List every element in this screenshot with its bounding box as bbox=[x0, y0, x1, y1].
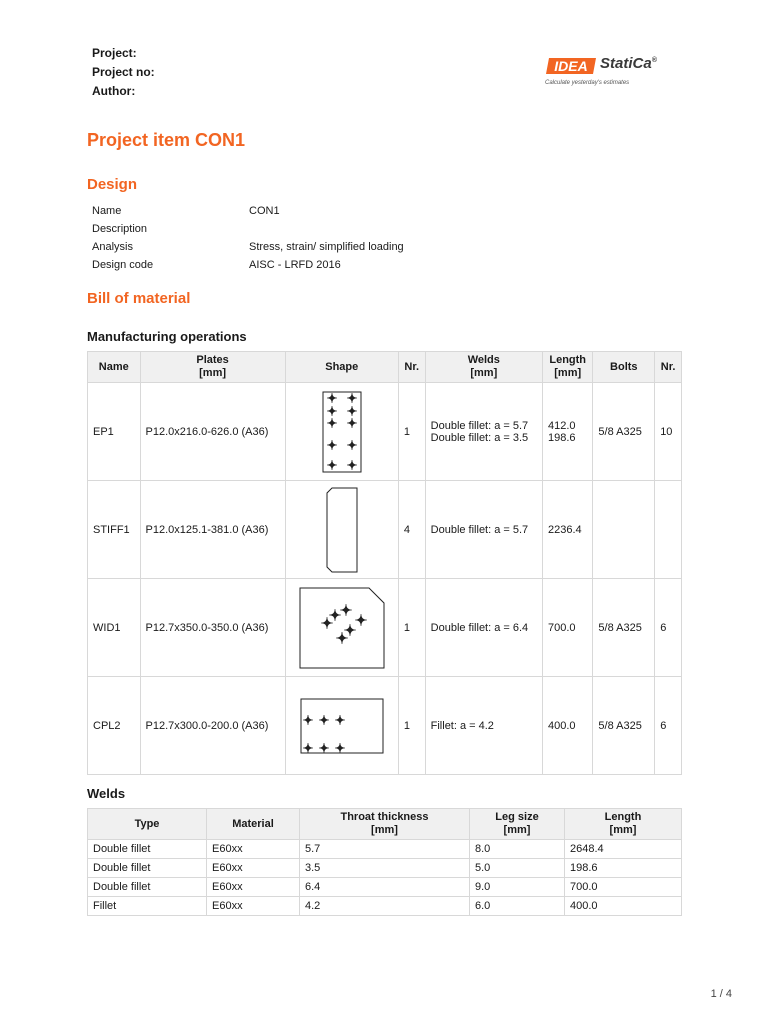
cell-welds bbox=[425, 677, 542, 775]
cell-shape bbox=[285, 579, 398, 677]
bolt-hole-icon bbox=[344, 624, 356, 636]
bolt-hole-icon bbox=[355, 614, 367, 626]
stiffener-shape bbox=[326, 487, 358, 573]
table-row bbox=[88, 481, 682, 579]
logo-registered: ® bbox=[651, 57, 657, 64]
cell-length bbox=[542, 579, 592, 677]
col-name: Name bbox=[88, 352, 141, 383]
cell-shape bbox=[285, 677, 398, 775]
author-label: Author: bbox=[92, 84, 136, 98]
cell-weld-length: 198.6 bbox=[565, 859, 682, 878]
length-line: 198.6 bbox=[547, 431, 576, 444]
design-row bbox=[92, 238, 404, 256]
cell-welds bbox=[425, 481, 542, 579]
cell-throat: 3.5 bbox=[300, 859, 470, 878]
logo-badge-text: IDEA bbox=[554, 58, 588, 74]
bolt-hole-icon bbox=[347, 406, 357, 416]
cell-plates: P12.7x350.0-350.0 (A36) bbox=[140, 579, 285, 677]
idea-statica-logo bbox=[545, 55, 685, 91]
cell-bolts-nr bbox=[655, 481, 682, 579]
welds-table bbox=[87, 808, 682, 916]
weld-line: Fillet: a = 4.2 bbox=[430, 719, 494, 732]
design-info-table bbox=[92, 202, 404, 274]
design-heading: Design bbox=[87, 176, 138, 193]
bolt-hole-icon bbox=[303, 715, 313, 725]
design-row bbox=[92, 202, 404, 220]
cell-shape bbox=[285, 383, 398, 481]
design-key: Analysis bbox=[92, 241, 133, 253]
col-shape: Shape bbox=[285, 352, 398, 383]
cell-throat: 4.2 bbox=[300, 897, 470, 916]
cell-length bbox=[542, 481, 592, 579]
col-welds: Welds [mm] bbox=[425, 352, 542, 383]
bolt-hole-icon bbox=[319, 743, 329, 753]
cell-material: E60xx bbox=[207, 840, 300, 859]
cell-leg: 8.0 bbox=[470, 840, 565, 859]
mfg-heading: Manufacturing operations bbox=[87, 329, 247, 344]
design-row bbox=[92, 256, 404, 274]
table-row bbox=[88, 840, 682, 859]
cell-plates: P12.7x300.0-200.0 (A36) bbox=[140, 677, 285, 775]
length-line: 2236.4 bbox=[547, 523, 582, 536]
col-leg: Leg size [mm] bbox=[470, 809, 565, 840]
table-row bbox=[88, 383, 682, 481]
design-key: Description bbox=[92, 223, 148, 235]
col-material: Material bbox=[207, 809, 300, 840]
bolt-hole-icon bbox=[319, 715, 329, 725]
cell-name: WID1 bbox=[88, 579, 141, 677]
design-key: Name bbox=[92, 205, 122, 217]
cell-bolts-nr: 6 bbox=[655, 579, 682, 677]
bolt-hole-icon bbox=[321, 617, 333, 629]
welds-heading: Welds bbox=[87, 786, 126, 801]
weld-line: Double fillet: a = 5.7 bbox=[430, 523, 529, 536]
cell-plates: P12.0x216.0-626.0 (A36) bbox=[140, 383, 285, 481]
design-value bbox=[249, 220, 404, 238]
bolt-hole-icon bbox=[327, 460, 337, 470]
col-throat: Throat thickness [mm] bbox=[300, 809, 470, 840]
logo-brand-text: StatiCa bbox=[600, 55, 652, 72]
table-header-row bbox=[88, 352, 682, 383]
project-header bbox=[92, 44, 155, 101]
cell-throat: 6.4 bbox=[300, 878, 470, 897]
table-row bbox=[88, 677, 682, 775]
project-label: Project: bbox=[92, 46, 137, 60]
design-value: AISC - LRFD 2016 bbox=[249, 259, 341, 271]
bolt-hole-icon bbox=[327, 440, 337, 450]
length-line: 400.0 bbox=[547, 719, 576, 732]
cell-leg: 6.0 bbox=[470, 897, 565, 916]
bolt-hole-icon bbox=[329, 609, 341, 621]
cell-bolts: 5/8 A325 bbox=[593, 579, 655, 677]
table-row bbox=[88, 878, 682, 897]
cell-shape bbox=[285, 481, 398, 579]
bolt-hole-icon bbox=[327, 406, 337, 416]
col-length: Length [mm] bbox=[542, 352, 592, 383]
cell-material: E60xx bbox=[207, 859, 300, 878]
bolt-hole-icon bbox=[347, 393, 357, 403]
page-number: 1 / 4 bbox=[710, 988, 732, 1000]
weld-line: Double fillet: a = 6.4 bbox=[430, 621, 529, 634]
cell-length bbox=[542, 677, 592, 775]
end-plate-shape bbox=[322, 391, 362, 473]
design-key: Design code bbox=[92, 259, 154, 271]
cell-name: STIFF1 bbox=[88, 481, 141, 579]
cell-length bbox=[542, 383, 592, 481]
bolt-hole-icon bbox=[335, 743, 345, 753]
widener-plate-shape bbox=[299, 587, 385, 669]
cell-welds bbox=[425, 383, 542, 481]
cell-bolts-nr: 10 bbox=[655, 383, 682, 481]
cell-weld-length: 400.0 bbox=[565, 897, 682, 916]
manufacturing-table bbox=[87, 351, 682, 775]
cell-name: CPL2 bbox=[88, 677, 141, 775]
bolt-hole-icon bbox=[327, 393, 337, 403]
length-line: 412.0 bbox=[547, 419, 576, 432]
design-value: CON1 bbox=[249, 205, 280, 217]
col-nr: Nr. bbox=[398, 352, 425, 383]
project-no-label: Project no: bbox=[92, 65, 155, 79]
bolt-hole-icon bbox=[347, 460, 357, 470]
col-bolts: Bolts bbox=[593, 352, 655, 383]
cell-type: Double fillet bbox=[88, 878, 207, 897]
col-plates: Plates [mm] bbox=[140, 352, 285, 383]
cell-welds bbox=[425, 579, 542, 677]
length-line: 700.0 bbox=[547, 621, 576, 634]
cell-bolts: 5/8 A325 bbox=[593, 677, 655, 775]
weld-line: Double fillet: a = 5.7 bbox=[430, 419, 529, 432]
cell-leg: 9.0 bbox=[470, 878, 565, 897]
cell-nr: 1 bbox=[398, 383, 425, 481]
cell-throat: 5.7 bbox=[300, 840, 470, 859]
bolt-hole-icon bbox=[347, 418, 357, 428]
cell-bolts: 5/8 A325 bbox=[593, 383, 655, 481]
bolt-hole-icon bbox=[327, 418, 337, 428]
bolt-hole-icon bbox=[335, 715, 345, 725]
logo-tagline: Calculate yesterday's estimates bbox=[545, 80, 630, 86]
table-header-row bbox=[88, 809, 682, 840]
bom-heading: Bill of material bbox=[87, 290, 191, 307]
cell-bolts bbox=[593, 481, 655, 579]
bolt-hole-icon bbox=[336, 632, 348, 644]
col-type: Type bbox=[88, 809, 207, 840]
cell-plates: P12.0x125.1-381.0 (A36) bbox=[140, 481, 285, 579]
design-value: Stress, strain/ simplified loading bbox=[249, 241, 404, 253]
col-weld-length: Length [mm] bbox=[565, 809, 682, 840]
cell-type: Double fillet bbox=[88, 859, 207, 878]
bolt-hole-icon bbox=[303, 743, 313, 753]
col-bolts-nr: Nr. bbox=[655, 352, 682, 383]
logo-brand bbox=[600, 55, 657, 72]
cell-leg: 5.0 bbox=[470, 859, 565, 878]
table-row bbox=[88, 859, 682, 878]
table-row bbox=[88, 897, 682, 916]
cell-material: E60xx bbox=[207, 897, 300, 916]
weld-line: Double fillet: a = 3.5 bbox=[430, 431, 529, 444]
design-row bbox=[92, 220, 404, 238]
cell-nr: 4 bbox=[398, 481, 425, 579]
cell-bolts-nr: 6 bbox=[655, 677, 682, 775]
cell-weld-length: 700.0 bbox=[565, 878, 682, 897]
cell-material: E60xx bbox=[207, 878, 300, 897]
bolt-hole-icon bbox=[347, 440, 357, 450]
cell-nr: 1 bbox=[398, 579, 425, 677]
cell-weld-length: 2648.4 bbox=[565, 840, 682, 859]
idea-logo-badge-icon bbox=[545, 57, 597, 75]
cover-plate-shape bbox=[300, 698, 384, 754]
page-title: Project item CON1 bbox=[87, 130, 246, 150]
cell-name: EP1 bbox=[88, 383, 141, 481]
cell-type: Double fillet bbox=[88, 840, 207, 859]
table-row bbox=[88, 579, 682, 677]
cell-nr: 1 bbox=[398, 677, 425, 775]
cell-type: Fillet bbox=[88, 897, 207, 916]
bolt-hole-icon bbox=[340, 604, 352, 616]
